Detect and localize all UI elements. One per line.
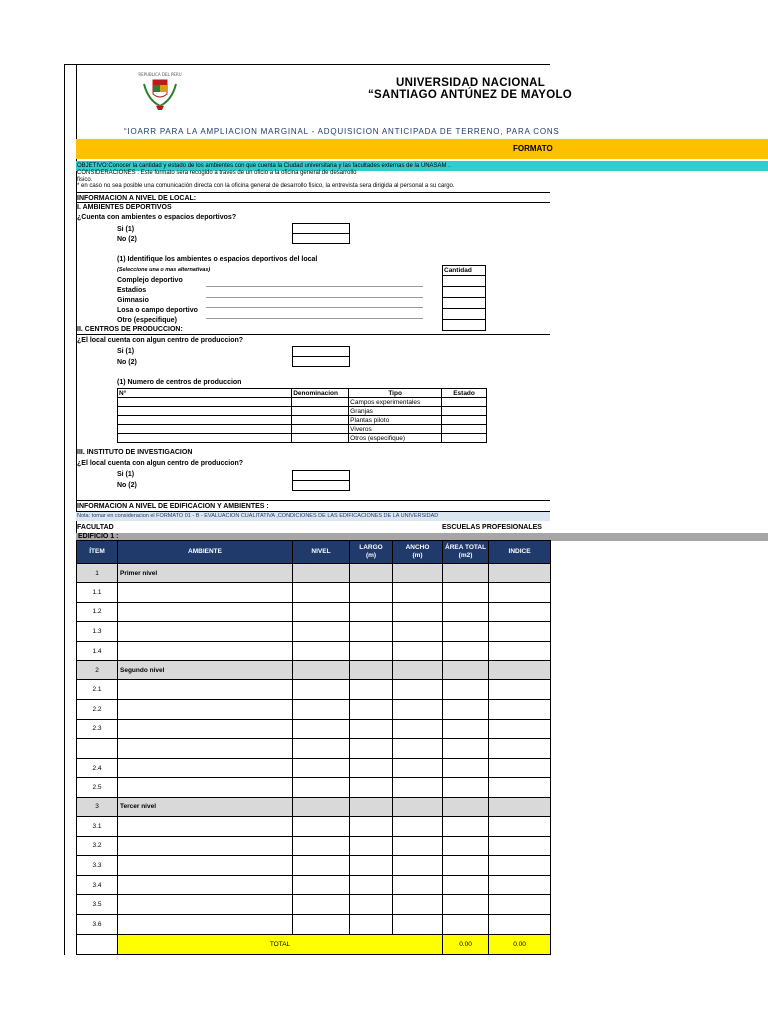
prod-cell[interactable]: [442, 434, 487, 443]
indice-cell[interactable]: [489, 778, 551, 798]
item-cell: 3.5: [77, 895, 118, 915]
indice-cell[interactable]: [489, 680, 551, 700]
considerations-line3: * en caso no sea posible una comunicación directa con la oficina general de desarrollo fisico, la entrevista sera dirigida al personal a su cargo.: [77, 183, 455, 189]
ancho-cell[interactable]: [393, 875, 443, 895]
item-cell: 3: [77, 797, 118, 816]
largo-label: LARGO: [359, 544, 383, 551]
item-cell: 1.4: [77, 641, 118, 661]
largo-cell[interactable]: [350, 622, 393, 642]
investigacion-question: ¿El local cuenta con algun centro de produccion?: [77, 460, 244, 467]
considerations-line2: fisico.: [77, 177, 93, 183]
ancho-cell[interactable]: [393, 583, 443, 603]
table-row: [77, 914, 551, 934]
investigacion-no-label: No (2): [117, 482, 137, 489]
indice-cell[interactable]: [489, 641, 551, 661]
ancho-cell[interactable]: [393, 816, 443, 836]
col-area: [443, 541, 489, 564]
total-area: 0.00: [443, 934, 489, 954]
largo-cell[interactable]: [350, 661, 393, 680]
table-row: [77, 816, 551, 836]
investigacion-title: III. INSTITUTO DE INVESTIGACION: [77, 449, 193, 456]
largo-cell[interactable]: [350, 816, 393, 836]
table-row: [77, 583, 551, 603]
nivel-cell[interactable]: [293, 583, 350, 603]
option-line-1[interactable]: [206, 286, 423, 287]
left-border-outer: [64, 64, 65, 955]
table-row: [77, 641, 551, 661]
ambiente-cell[interactable]: [118, 836, 293, 856]
area-cell[interactable]: [443, 564, 489, 583]
col-indice: INDICE: [489, 541, 551, 564]
largo-unit: (m): [365, 552, 377, 559]
ancho-cell[interactable]: [393, 641, 443, 661]
largo-cell[interactable]: [350, 778, 393, 798]
indice-cell[interactable]: [489, 622, 551, 642]
table-row: [77, 699, 551, 719]
level-row: [77, 797, 551, 816]
area-cell[interactable]: [443, 661, 489, 680]
col-ambiente: AMBIENTE: [118, 541, 293, 564]
deportivos-option-1: Complejo deportivo: [117, 277, 183, 284]
prod-cell[interactable]: [292, 407, 349, 416]
item-cell: 3.6: [77, 914, 118, 934]
option-line-4[interactable]: [206, 318, 423, 319]
largo-cell[interactable]: [350, 875, 393, 895]
deportivos-question: ¿Cuenta con ambientes o espacios deportivos?: [77, 214, 237, 221]
table-row: [77, 778, 551, 798]
total-indice: 0.00: [489, 934, 551, 954]
col-estado: Estado: [442, 389, 487, 398]
item-cell: 2.1: [77, 680, 118, 700]
col-nivel: NIVEL: [293, 541, 350, 564]
cantidad-cell-5[interactable]: [443, 320, 486, 331]
largo-cell[interactable]: [350, 699, 393, 719]
item-cell: 2.2: [77, 699, 118, 719]
ancho-cell[interactable]: [393, 758, 443, 778]
peru-seal-logo: [138, 70, 182, 112]
nivel-cell[interactable]: [293, 914, 350, 934]
item-cell: 3.3: [77, 856, 118, 876]
ambiente-cell[interactable]: [118, 739, 293, 759]
tipo-4: Viveros: [349, 425, 442, 434]
prod-cell[interactable]: [442, 416, 487, 425]
level-row: [77, 564, 551, 583]
ambiente-cell[interactable]: [118, 914, 293, 934]
ancho-cell[interactable]: [393, 895, 443, 915]
option-line-2[interactable]: [206, 297, 423, 298]
nivel-cell[interactable]: [293, 895, 350, 915]
cantidad-cell-3[interactable]: [443, 298, 486, 309]
table-row: [77, 602, 551, 622]
item-cell: 1.3: [77, 622, 118, 642]
produccion-no-label: No (2): [117, 359, 137, 366]
area-cell[interactable]: [443, 856, 489, 876]
item-cell: [77, 739, 118, 759]
item-cell: 2: [77, 661, 118, 680]
largo-cell[interactable]: [350, 719, 393, 739]
facultad-label: FACULTAD: [77, 524, 114, 531]
ancho-cell[interactable]: [393, 564, 443, 583]
indice-cell[interactable]: [489, 856, 551, 876]
nivel-cell[interactable]: [293, 816, 350, 836]
top-border: [64, 64, 550, 65]
area-cell[interactable]: [443, 816, 489, 836]
largo-cell[interactable]: [350, 641, 393, 661]
largo-cell[interactable]: [350, 856, 393, 876]
produccion-yes-label: Si (1): [117, 348, 135, 355]
deportivos-no-label: No (2): [117, 236, 137, 243]
col-ancho: [393, 541, 443, 564]
ambiente-cell[interactable]: [118, 875, 293, 895]
ancho-cell[interactable]: [393, 602, 443, 622]
area-cell[interactable]: [443, 778, 489, 798]
area-cell[interactable]: [443, 739, 489, 759]
nivel-cell[interactable]: [293, 719, 350, 739]
nivel-cell[interactable]: [293, 875, 350, 895]
prod-cell[interactable]: [118, 416, 292, 425]
largo-cell[interactable]: [350, 602, 393, 622]
prod-cell[interactable]: [118, 407, 292, 416]
area-cell[interactable]: [443, 875, 489, 895]
ancho-label: ANCHO: [405, 544, 430, 551]
area-cell[interactable]: [443, 583, 489, 603]
item-cell: 2.4: [77, 758, 118, 778]
table-row: [77, 680, 551, 700]
table-row: [77, 895, 551, 915]
item-cell: 1: [77, 564, 118, 583]
table-row: [77, 758, 551, 778]
cantidad-cell-2[interactable]: [443, 287, 486, 298]
area-cell[interactable]: [443, 914, 489, 934]
produccion-table: [117, 388, 487, 443]
nivel-cell[interactable]: [293, 739, 350, 759]
ancho-cell[interactable]: [393, 856, 443, 876]
largo-cell[interactable]: [350, 797, 393, 816]
nivel-cell[interactable]: [293, 641, 350, 661]
area-cell[interactable]: [443, 699, 489, 719]
table-row: [77, 739, 551, 759]
ancho-cell[interactable]: [393, 797, 443, 816]
ancho-cell[interactable]: [393, 778, 443, 798]
indice-cell[interactable]: [489, 564, 551, 583]
indice-cell[interactable]: [489, 797, 551, 816]
ambiente-cell[interactable]: Tercer nivel: [118, 797, 293, 816]
area-cell[interactable]: [443, 602, 489, 622]
deportivos-hint: (Seleccione una o mas alternativas): [117, 267, 211, 273]
deportivos-title: I. AMBIENTES DEPORTIVOS: [77, 204, 172, 211]
tipo-3: Plantas piloto: [349, 416, 442, 425]
nivel-cell[interactable]: [293, 564, 350, 583]
table-row: [77, 836, 551, 856]
produccion-title: II. CENTROS DE PRODUCCION:: [77, 326, 183, 333]
prod-cell[interactable]: [292, 425, 349, 434]
largo-cell[interactable]: [350, 583, 393, 603]
item-cell: 3.2: [77, 836, 118, 856]
ancho-cell[interactable]: [393, 719, 443, 739]
largo-cell[interactable]: [350, 564, 393, 583]
item-cell: 1.2: [77, 602, 118, 622]
table-row: [77, 719, 551, 739]
prod-cell[interactable]: [118, 425, 292, 434]
produccion-question: ¿El local cuenta con algun centro de produccion?: [77, 337, 244, 344]
ambiente-cell[interactable]: [118, 583, 293, 603]
indice-cell[interactable]: [489, 895, 551, 915]
deportivos-option-3: Gimnasio: [117, 297, 149, 304]
prod-cell[interactable]: [118, 434, 292, 443]
deportivos-option-2: Estadios: [117, 287, 147, 294]
level-row: [77, 661, 551, 680]
ambiente-cell[interactable]: [118, 602, 293, 622]
nivel-cell[interactable]: [293, 680, 350, 700]
area-cell[interactable]: [443, 622, 489, 642]
seal-label: REPUBLICA DEL PERU: [138, 72, 182, 77]
ambiente-cell[interactable]: Primer nivel: [118, 564, 293, 583]
edificacion-heading: INFORMACION A NIVEL DE EDIFICACION Y AMBIENTES :: [77, 503, 269, 510]
investigacion-no-box[interactable]: [292, 480, 350, 491]
indice-cell[interactable]: [489, 875, 551, 895]
col-denominacion: Denominacion: [292, 389, 349, 398]
ambiente-cell[interactable]: [118, 758, 293, 778]
indice-cell[interactable]: [489, 739, 551, 759]
ambiente-cell[interactable]: [118, 816, 293, 836]
ambientes-table: [76, 540, 551, 955]
considerations-line1: CONSIDERACIONES : Este formato sera recogido a traves de un oficio a la oficina general de desarrollo: [77, 170, 357, 176]
tipo-1: Campos experimentales: [349, 398, 442, 407]
area-cell[interactable]: [443, 680, 489, 700]
produccion-count-label: (1) Numero de centros de produccion: [117, 379, 242, 386]
objective-text: OBJETIVO:Conocer la cantidad y estado de los ambientes con que cuenta la Ciudad universitaria y las facultades externas de la UNASAM .: [77, 163, 450, 169]
deportivos-option-4: Losa o campo deportivo: [117, 307, 198, 314]
deportivos-option-5: Otro (especifique): [117, 317, 177, 324]
ancho-cell[interactable]: [393, 836, 443, 856]
item-cell: 3.4: [77, 875, 118, 895]
formato-bar: [76, 139, 768, 159]
indice-cell[interactable]: [489, 816, 551, 836]
nivel-cell[interactable]: [293, 778, 350, 798]
area-cell[interactable]: [443, 797, 489, 816]
indice-cell[interactable]: [489, 699, 551, 719]
ancho-cell[interactable]: [393, 739, 443, 759]
item-cell: 2.3: [77, 719, 118, 739]
produccion-title-rule: [76, 334, 550, 335]
col-largo: [350, 541, 393, 564]
ancho-cell[interactable]: [393, 914, 443, 934]
largo-cell[interactable]: [350, 758, 393, 778]
ambiente-cell[interactable]: [118, 778, 293, 798]
largo-cell[interactable]: [350, 895, 393, 915]
escuelas-label: ESCUELAS PROFESIONALES: [442, 524, 542, 531]
largo-cell[interactable]: [350, 914, 393, 934]
cantidad-header: Cantidad: [443, 266, 486, 276]
indice-cell[interactable]: [489, 836, 551, 856]
edificacion-top-rule: [76, 500, 550, 501]
indice-cell[interactable]: [489, 661, 551, 680]
tipo-5: Otros (especifique): [349, 434, 442, 443]
largo-cell[interactable]: [350, 680, 393, 700]
prod-cell[interactable]: [292, 398, 349, 407]
ambiente-cell[interactable]: [118, 680, 293, 700]
deportivos-no-box[interactable]: [292, 233, 350, 244]
col-numero: N°: [118, 389, 292, 398]
tipo-2: Granjas: [349, 407, 442, 416]
nivel-cell[interactable]: [293, 699, 350, 719]
ancho-cell[interactable]: [393, 699, 443, 719]
option-line-3[interactable]: [206, 307, 423, 308]
cantidad-cell-1[interactable]: [443, 276, 486, 287]
ambiente-cell[interactable]: [118, 699, 293, 719]
col-item: ÍTEM: [77, 541, 118, 564]
university-line2: “SANTIAGO ANTÚNEZ DE MAYOLO: [368, 89, 573, 101]
deportivos-yes-label: Si (1): [117, 226, 135, 233]
indice-cell[interactable]: [489, 758, 551, 778]
local-heading: INFORMACION A NIVEL DE LOCAL:: [77, 195, 197, 202]
prod-cell[interactable]: [118, 398, 292, 407]
col-tipo: Tipo: [349, 389, 442, 398]
item-cell: 2.5: [77, 778, 118, 798]
table-row: [77, 622, 551, 642]
ambiente-cell[interactable]: [118, 719, 293, 739]
cantidad-cell-4[interactable]: [443, 309, 486, 320]
considerations-bottom-rule: [76, 192, 550, 193]
nivel-cell[interactable]: [293, 797, 350, 816]
area-cell[interactable]: [443, 719, 489, 739]
ancho-cell[interactable]: [393, 622, 443, 642]
nivel-cell[interactable]: [293, 622, 350, 642]
ambiente-cell[interactable]: Segundo nivel: [118, 661, 293, 680]
nivel-cell[interactable]: [293, 602, 350, 622]
indice-cell[interactable]: [489, 583, 551, 603]
edificio-label: EDIFICIO 1 :: [78, 533, 119, 540]
indice-cell[interactable]: [489, 602, 551, 622]
prod-cell[interactable]: [442, 425, 487, 434]
total-label: TOTAL: [118, 934, 443, 954]
area-cell[interactable]: [443, 758, 489, 778]
edificacion-note: Nota: tomar en consideracion el FORMATO 01 - B - EVALUACION CUALITATIVA ,CONDICIONES DE LAS EDIFICACIONES DE LA UNIVERSIDAD: [77, 513, 439, 519]
formato-label: FORMATO: [513, 144, 553, 153]
nivel-cell[interactable]: [293, 661, 350, 680]
item-cell: 3.1: [77, 816, 118, 836]
item-cell: 1.1: [77, 583, 118, 603]
cantidad-table: [442, 265, 486, 331]
table-row: [77, 875, 551, 895]
largo-cell[interactable]: [350, 739, 393, 759]
ancho-cell[interactable]: [393, 661, 443, 680]
prod-cell[interactable]: [442, 398, 487, 407]
area-cell[interactable]: [443, 895, 489, 915]
area-cell[interactable]: [443, 836, 489, 856]
university-line1: UNIVERSIDAD NACIONAL: [396, 77, 546, 89]
ambiente-cell[interactable]: [118, 856, 293, 876]
nivel-cell[interactable]: [293, 758, 350, 778]
produccion-no-box[interactable]: [292, 356, 350, 367]
table-row: [77, 856, 551, 876]
largo-cell[interactable]: [350, 836, 393, 856]
indice-cell[interactable]: [489, 719, 551, 739]
nivel-cell[interactable]: [293, 836, 350, 856]
area-cell[interactable]: [443, 641, 489, 661]
ancho-unit: (m): [412, 552, 423, 559]
project-title: “IOARR PARA LA AMPLIACION MARGINAL - ADQUISICION ANTICIPADA DE TERRENO, PARA CONS: [124, 127, 560, 136]
nivel-cell[interactable]: [293, 856, 350, 876]
ancho-cell[interactable]: [393, 680, 443, 700]
prod-cell[interactable]: [292, 416, 349, 425]
area-unit: (m2): [458, 552, 473, 559]
ambiente-cell[interactable]: [118, 895, 293, 915]
ambiente-cell[interactable]: [118, 641, 293, 661]
prod-cell[interactable]: [292, 434, 349, 443]
investigacion-yes-label: Si (1): [117, 471, 135, 478]
indice-cell[interactable]: [489, 914, 551, 934]
total-blank: [77, 934, 118, 954]
ambiente-cell[interactable]: [118, 622, 293, 642]
area-label: ÁREA TOTAL: [445, 544, 487, 551]
deportivos-identify: (1) Identifique los ambientes o espacios deportivos del local: [117, 256, 318, 263]
prod-cell[interactable]: [442, 407, 487, 416]
